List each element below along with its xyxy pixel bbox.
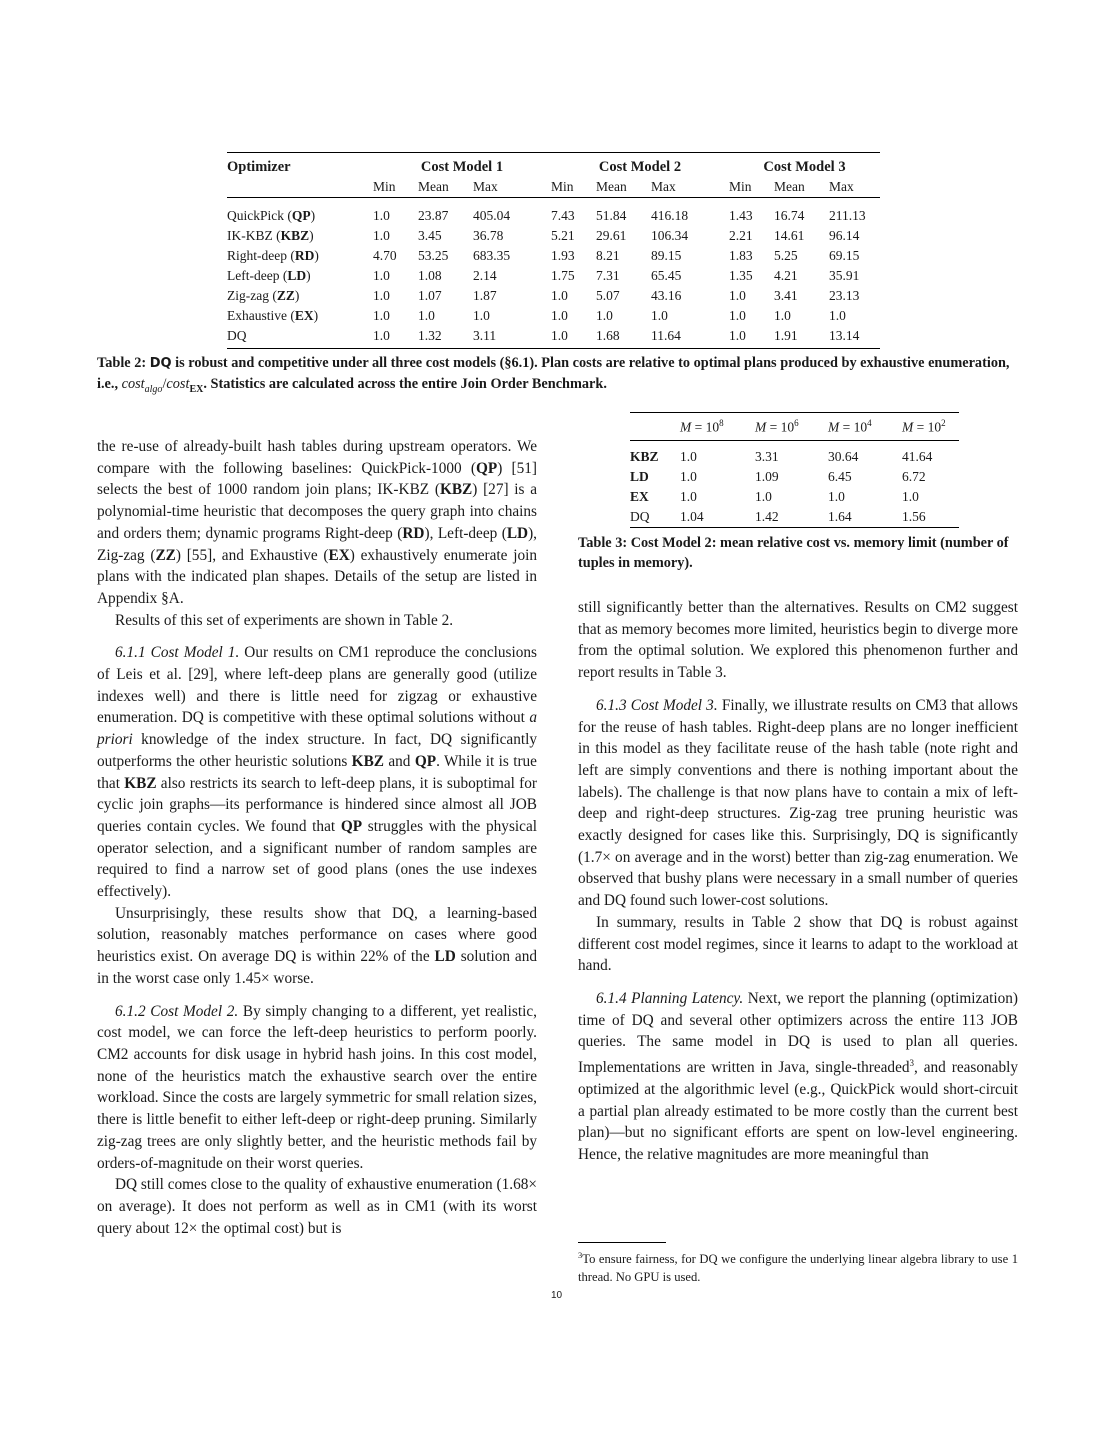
- row-label: EX: [630, 489, 649, 504]
- table-cell: 1.68: [596, 328, 620, 343]
- table-cell: 1.0: [596, 308, 613, 323]
- table-2-group-cm3: Cost Model 3: [763, 158, 846, 175]
- stat-header: Min: [551, 179, 574, 194]
- footnote-rule: [578, 1242, 666, 1243]
- section-heading: 6.1.4 Planning Latency.: [596, 989, 744, 1007]
- table-2: [227, 152, 880, 349]
- table-cell: 4.21: [774, 268, 798, 283]
- table-row: [630, 487, 959, 507]
- stat-header: Min: [729, 179, 752, 194]
- table-cell: 1.93: [551, 248, 575, 263]
- table-cell: 4.70: [373, 248, 397, 263]
- table-cell: 1.0: [418, 308, 435, 323]
- section-6-1-3: 6.1.3 Cost Model 3. Finally, we illustrate results on CM3 that allows for the reuse of hash tables. Right-deep plans are no longer inefficient in this model as they facilitate reuse of the hash table (note right and left are simply conventions and there is nothing important about the labels). The challenge is that now plans have to contain a mix of left-deep and right-deep structures. Zig-zag tree pruning heuristic was exactly designed for cases like this. Surprisingly, DQ is significantly (1.7× on average and in the worst) better than zig-zag enumeration. We observed that bushy plans were necessary in a small number of queries and DQ found such lower-cost solutions.: [578, 696, 1018, 910]
- table-cell: 5.21: [551, 228, 575, 243]
- table-cell: 1.0: [902, 489, 919, 504]
- table-cell: 69.15: [829, 248, 860, 263]
- table-cell: 1.0: [680, 469, 697, 484]
- optimizer-name: DQ: [227, 328, 247, 343]
- footnote-marker: 3: [909, 1058, 915, 1069]
- table-cell: 1.0: [828, 489, 845, 504]
- table-cell: 41.64: [902, 449, 933, 464]
- left-column: [97, 436, 537, 1239]
- table-row: [227, 246, 880, 266]
- section-6-1-1: 6.1.1 Cost Model 1. Our results on CM1 reproduce the conclusions of Leis et al. [29], where left-deep plans are generally good (utilize indexes well) and there is little need for zigzag or exhaustive enumeration. DQ is competitive with these optimal solutions without a priori knowledge of the index structure. In fact, DQ significantly outperforms the other heuristic solutions KBZ and QP. While it is true that KBZ also restricts its search to left-deep plans, it is suboptimal for cyclic join graphs—its performance is hindered since almost all JOB queries contain cycles. We found that QP struggles with the physical operator selection, and a significant number of random samples are required to find a narrow set of good plans (ones the use indexes effectively).: [97, 644, 537, 901]
- section-6-1-2: 6.1.2 Cost Model 2. By simply changing to a different, yet realistic, cost model, we can force the left-deep heuristics to perform poorly. CM2 accounts for disk usage in hybrid hash joins. In this cost model, none of the heuristics match the exhaustive search over the entire workload. Since the costs are largely symmetric for small relation sizes, there is little benefit to either left-deep or right-deep pruning. Similarly zig-zag trees are only slightly better, and the heuristic methods fail by orders-of-magnitude on their worst queries.: [97, 1002, 537, 1172]
- memory-header: $M = 10^4$: [828, 417, 872, 435]
- stat-header: Mean: [774, 179, 805, 194]
- table-cell: 211.13: [829, 208, 866, 223]
- row-label: LD: [630, 469, 649, 484]
- table-cell: 1.0: [680, 449, 697, 464]
- table-cell: 7.31: [596, 268, 620, 283]
- section-heading: 6.1.3 Cost Model 3.: [596, 696, 718, 714]
- table-cell: 89.15: [651, 248, 682, 263]
- table-cell: 1.0: [774, 308, 791, 323]
- table-cell: 1.64: [828, 509, 852, 524]
- table-cell: 1.0: [729, 328, 746, 343]
- table-cell: 1.08: [418, 268, 442, 283]
- table-cell: 16.74: [774, 208, 805, 223]
- table-cell: 106.34: [651, 228, 689, 243]
- table-cell: 416.18: [651, 208, 689, 223]
- paragraph: Unsurprisingly, these results show that DQ, a learning-based solution, reasonably matches performance on cases where good heuristics exist. On average DQ is within 22% of the LD solution and in the worst case only 1.45× worse.: [97, 904, 537, 987]
- table-cell: 11.64: [651, 328, 681, 343]
- table-cell: 1.0: [680, 489, 697, 504]
- optimizer-name: QuickPick (QP): [227, 208, 316, 223]
- table-cell: 29.61: [596, 228, 627, 243]
- table-cell: 1.09: [755, 469, 779, 484]
- paragraph: Results of this set of experiments are shown in Table 2.: [115, 611, 454, 629]
- table-cell: 1.0: [373, 208, 390, 223]
- table-cell: 23.87: [418, 208, 449, 223]
- table-2-group-header: [227, 153, 880, 178]
- table-cell: 1.42: [755, 509, 779, 524]
- table-cell: 1.0: [373, 288, 390, 303]
- table-cell: 3.41: [774, 288, 798, 303]
- table-cell: 6.72: [902, 469, 926, 484]
- stat-header: Max: [473, 179, 498, 194]
- table-cell: 1.32: [418, 328, 442, 343]
- optimizer-name: Left-deep (LD): [227, 268, 311, 283]
- table-cell: 51.84: [596, 208, 627, 223]
- table-cell: 65.45: [651, 268, 682, 283]
- table-cell: 35.91: [829, 268, 860, 283]
- optimizer-name: Right-deep (RD): [227, 248, 319, 263]
- table-cell: 1.0: [551, 288, 568, 303]
- table-cell: 2.14: [473, 268, 497, 283]
- table-cell: 1.0: [755, 489, 772, 504]
- table-cell: 1.91: [774, 328, 798, 343]
- memory-header: $M = 10^6$: [755, 417, 799, 435]
- table-cell: 30.64: [828, 449, 859, 464]
- table-row: [227, 326, 880, 349]
- table-cell: 36.78: [473, 228, 504, 243]
- row-label: DQ: [630, 509, 650, 524]
- stat-header: Max: [651, 179, 676, 194]
- table-3-header: [630, 413, 959, 441]
- table-row: [227, 286, 880, 306]
- paragraph: still significantly better than the alternatives. Results on CM2 suggest that as memory becomes more limited, heuristics begin to diverge more from the optimal solution. We explored this phenomenon further and report results in Table 3.: [578, 599, 1018, 682]
- section-heading: 6.1.1 Cost Model 1.: [115, 644, 240, 662]
- table-cell: 14.61: [774, 228, 805, 243]
- stat-header: Max: [829, 179, 854, 194]
- optimizer-name: Exhaustive (EX): [227, 308, 319, 323]
- table-cell: 1.0: [373, 328, 390, 343]
- table-cell: 1.75: [551, 268, 575, 283]
- table-cell: 1.0: [551, 328, 568, 343]
- table-row: [630, 507, 959, 528]
- table-cell: 3.31: [755, 449, 779, 464]
- footnote: $^3$To ensure fairness, for DQ we configure the underlying linear algebra library to use 1 thread. No GPU is used.: [578, 1250, 1018, 1285]
- section-heading: 6.1.2 Cost Model 2.: [115, 1002, 239, 1020]
- table-cell: 7.43: [551, 208, 575, 223]
- memory-header: $M = 10^2$: [902, 417, 946, 435]
- stat-header: Mean: [596, 179, 627, 194]
- table-cell: 1.35: [729, 268, 753, 283]
- table-2-group-cm2: Cost Model 2: [598, 158, 682, 175]
- row-label: KBZ: [630, 449, 659, 464]
- table-cell: 1.87: [473, 288, 497, 303]
- table-2-caption: Table 2: DQ is robust and competitive under all three cost models (§6.1). Plan costs are relative to optimal plans produced by exhaustive enumeration, i.e., cost$_{algo}$/cost$_{EX}$. Statistics are calculated across the entire Join Order Benchmark.: [97, 355, 1010, 395]
- table-cell: 1.0: [373, 228, 390, 243]
- table-cell: 3.11: [473, 328, 497, 343]
- table-cell: 405.04: [473, 208, 511, 223]
- table-row: [227, 306, 880, 326]
- table-cell: 1.56: [902, 509, 926, 524]
- table-cell: 1.0: [551, 308, 568, 323]
- optimizer-name: Zig-zag (ZZ): [227, 288, 300, 303]
- table-cell: 1.07: [418, 288, 442, 303]
- table-cell: 23.13: [829, 288, 860, 303]
- optimizer-name: IK-KBZ (KBZ): [227, 228, 314, 243]
- table-row: [630, 441, 959, 468]
- table-cell: 2.21: [729, 228, 753, 243]
- table-cell: 1.0: [729, 308, 746, 323]
- paragraph: In summary, results in Table 2 show that DQ is robust against different cost model regimes, since it learns to adapt to the workload at hand.: [578, 913, 1018, 975]
- table-cell: 683.35: [473, 248, 511, 263]
- table-cell: 6.45: [828, 469, 852, 484]
- table-cell: 1.04: [680, 509, 704, 524]
- table-3: [630, 412, 959, 528]
- table-cell: 1.0: [729, 288, 746, 303]
- table-2-stat-header: [227, 177, 880, 198]
- table-2-group-cm1: Cost Model 1: [420, 158, 504, 175]
- table-cell: 5.07: [596, 288, 620, 303]
- table-cell: 1.0: [829, 308, 846, 323]
- table-2-optimizer-header: Optimizer: [227, 158, 291, 175]
- memory-header: $M = 10^8$: [680, 417, 724, 435]
- table-cell: 1.0: [373, 268, 390, 283]
- table-row: [630, 467, 959, 487]
- table-cell: 5.25: [774, 248, 798, 263]
- table-cell: 1.0: [373, 308, 390, 323]
- table-row: [227, 266, 880, 286]
- paragraph: DQ still comes close to the quality of exhaustive enumeration (1.68× on average). It does not perform as well as in CM1 (with its worst query about 12× the optimal cost) but is: [97, 1176, 537, 1237]
- table-cell: 1.43: [729, 208, 753, 223]
- table-cell: 8.21: [596, 248, 620, 263]
- table-row: [227, 198, 880, 227]
- table-cell: 1.83: [729, 248, 753, 263]
- table-cell: 13.14: [829, 328, 860, 343]
- section-6-1-4: 6.1.4 Planning Latency. Next, we report the planning (optimization) time of DQ and several other optimizers across the entire 113 JOB queries. The same model in DQ is used to plan all queries. Implementations are written in Java, single-threaded$^3$, and reasonably optimized at the algorithmic level (e.g., QuickPick would short-circuit a partial plan already estimated to be more costly than the current best plan)—but no significant efforts are spent on low-level engineering. Hence, the relative magnitudes are more meaningful than: [578, 989, 1019, 1163]
- stat-header: Mean: [418, 179, 449, 194]
- table-cell: 1.0: [473, 308, 490, 323]
- right-column: [578, 597, 1018, 1166]
- table-row: [227, 226, 880, 246]
- table-cell: 43.16: [651, 288, 682, 303]
- paragraph: the re-use of already-built hash tables during upstream operators. We compare with the following baselines: QuickPick-1000 (QP) [51] selects the best of 1000 random join plans; IK-KBZ (KBZ) [27] is a polynomial-time heuristic that decomposes the query graph into chains and orders them; dynamic programs Right-deep (RD), Left-deep (LD), Zig-zag (ZZ) [55], and Exhaustive (EX) exhaustively enumerate join plans with the indicated plan shapes. Details of the setup are listed in Appendix §A.: [97, 438, 538, 607]
- table-cell: 53.25: [418, 248, 449, 263]
- table-3-caption: Table 3: Cost Model 2: mean relative cost vs. memory limit (number of tuples in memory).: [578, 535, 1009, 571]
- page-number: 10: [550, 1290, 563, 1301]
- table-cell: 3.45: [418, 228, 442, 243]
- stat-header: Min: [373, 179, 396, 194]
- table-cell: 96.14: [829, 228, 860, 243]
- table-cell: 1.0: [651, 308, 668, 323]
